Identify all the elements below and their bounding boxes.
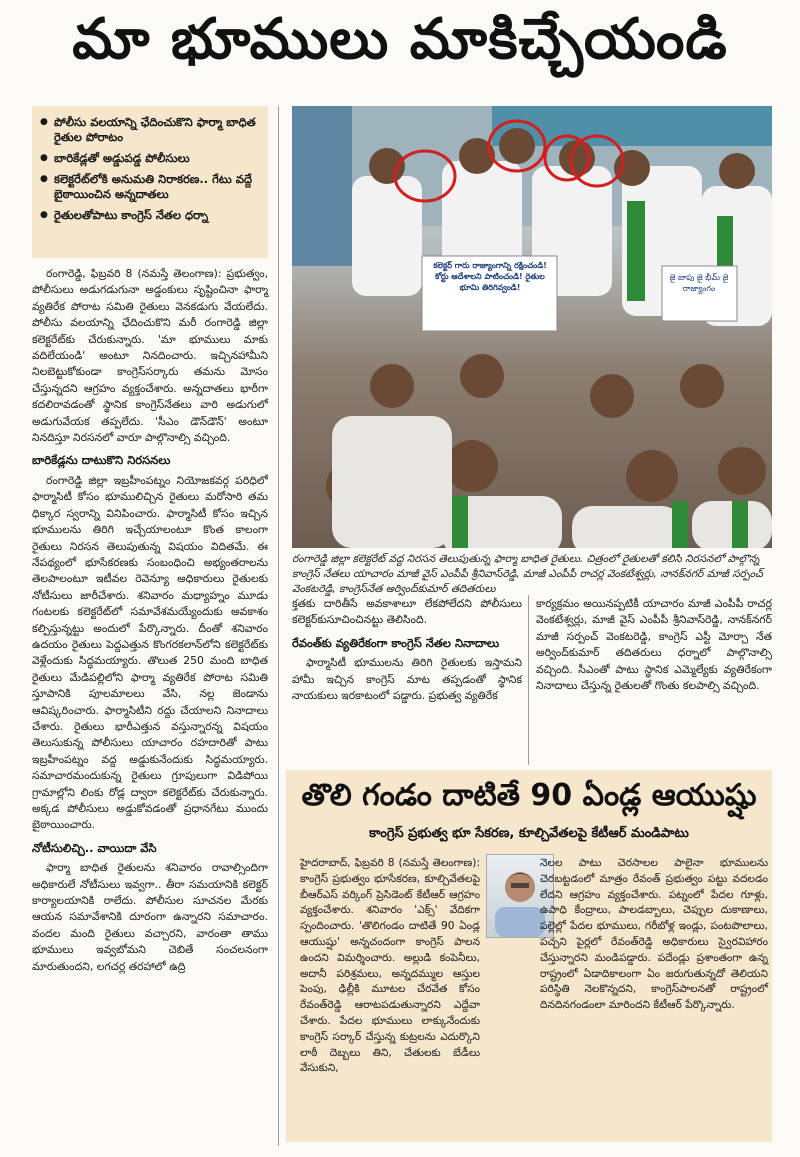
- section-heading: రేవంత్‌కు వ్యతిరేకంగా కాంగ్రెస్ నేతల నినాదాలు: [292, 635, 500, 650]
- bullet-item: ● పోలీసు వలయాన్ని ఛేదించుకొని ఫార్మా బాధిత రైతుల పోరాటం: [40, 112, 260, 148]
- photo-caption: రంగారెడ్డి జిల్లా కలెక్టరేట్ వద్ద నిరసన తెలుపుతున్న ఫార్మా బాధిత రైతులు. చిత్రంలో రైతులతో కలిసి నిరసనలో పాల్గొన్న కాంగ్రెస్ నేతలు యాచారం మాజీ వైస్ ఎంపీపీ శ్రీనివాస్‌రెడ్డి, మాజీ ఎంపీపీ రాచర్ల వెంకటేశ్వర్లు, నానక్‌నగర్ మాజీ సర్పంచ్ వెంకటరెడ్డి, కాంగ్రెస్‌నేత అర్వింద్‌కుమార్ తదితరులు: [292, 553, 763, 595]
- page-headline: మా భూములు మాకిచ్చేయండి: [72, 6, 728, 72]
- placard-text: జై బాపు జై భీమ్ జై రాజ్యాంగం: [669, 273, 729, 293]
- column-divider: [278, 106, 279, 1146]
- bullet-box: [32, 106, 268, 258]
- article-paragraph: నెలల పాటు చెరసాలల పాలైనా భూములను చెరబట్టడంలో మాత్రం రేవంత్ ప్రభుత్వం పట్టు వదలడం లేదని ఆగ్రహం వ్యక్తంచేశారు. పట్నంలో పేదల గూళ్లు, ఉపాధి కేంద్రాలు, పాలడబ్బాలు, చెప్పుల దుకాణాలు, పల్లెల్లో పేదల భూములు, గరీబోళ్ల ఇండ్లు, పంటపొలాలు, పచ్చని పైర్లలో రేవంత్‌రెడ్డి అధికారులు స్వైరవిహారం చేస్తున్నారని మండిపడ్డారు. పదేండ్లు ప్రశాంతంగా ఉన్న రాష్ట్రంలో ఏడాదికాలంగా ఏం జరుగుతున్నదో తెలియని పరిస్థితి నెలకొన్నదని, కాంగ్రెస్‌పాలనతో రాష్ట్రంలో దినదినగండంలా మారిందని కేటీఆర్ పేర్కొన్నారు.: [540, 857, 768, 1012]
- right-column: [536, 596, 772, 698]
- middle-column: [292, 596, 522, 708]
- left-column: [32, 266, 268, 979]
- box-right-column: [540, 856, 768, 1018]
- article-paragraph: ఫార్మాసిటీ భూములను తిరిగి రైతులకు ఇస్తామని హామీ ఇచ్చిన కాంగ్రెస్ మాట తప్పడంతో స్థానిక నాయకులు ఇరకాటంలో పడ్డారు. ప్రభుత్వ వ్యతిరేక: [292, 656, 522, 703]
- section-heading: నోటీసులిచ్చి.. వాయిదా వేసి: [32, 840, 157, 855]
- article-paragraph: క్తతకు దారితీసే అవకాశాలూ లేకపోలేదని పోలీసులు కలెక్టర్‌కుసూచించినట్టు తెలిసింది.: [292, 597, 522, 627]
- article-paragraph: హైదరాబాద్, ఫిబ్రవరి 8 (నమస్తే తెలంగాణ): కాంగ్రెస్ ప్రభుత్వం భూసేకరణ, కూల్చివేతలపై బీఆర్‌ఎస్ వర్కింగ్ ప్రెసిడెంట్ కేటీఆర్ ఆగ్రహం వ్యక్తంచేశారు. శనివారం 'ఎక్స్' వేదికగా స్పందించారు. 'తొలిగండం దాటితే 90 ఏండ్ల ఆయుష్షు' అన్నచందంగా కాంగ్రెస్ పాలన ఉందని విమర్శించారు. అల్లుడి కంపెనీలు, అదానీ పరిశ్రమలు, అన్నదమ్ముల ఆస్తుల పెంపు, ఢిల్లీకి మూటల చేరవేత కోసం రేవంత్‌రెడ్డి ఆరాటపడుతున్నారని ఎద్దేవా చేశారు. పేదల భూములు లాక్కునేందుకు కాంగ్రెస్ సర్కార్ చేస్తున్న కుట్రలను ఎదుర్కొని లాఠీ దెబ్బలు తిని, చేతులకు బేడీలు వేసుకుని,: [300, 857, 480, 1075]
- column-divider: [528, 595, 529, 765]
- protest-photo: [292, 106, 772, 548]
- article-paragraph: రంగారెడ్డి జిల్లా ఇబ్రహీంపట్నం నియోజకవర్గ పరిధిలో ఫార్మాసిటీ కోసం భూములిచ్చిన రైతులు మరోసారి తమ ధిక్కార స్వరాన్ని వినిపించారు. ఫార్మాసిటీ కోసం ఇచ్చిన భూములను తిరిగి ఇచ్చేయాలంటూ కొంత కాలంగా రైతులు నిరసన తెలుపుతున్న విషయం విదితమే. ఈ నేపథ్యంలో భూసేకరణకు సంబంధించి అభ్యంతరాలను తెలపాలంటూ ఇటీవల రెవెన్యూ అధికారులు రైతులకు నోటీసులు జారీచేశారు. శనివారం మధ్యాహ్నం మూడు గంటలకు కలెక్టరేట్‌లో సమావేశమయ్యేందుకు అవకాశం కల్పిస్తున్నట్టు అందులో పేర్కొన్నారు. దీంతో శనివారం ఉదయం రైతులు పెద్దఎత్తున కొంగరకలాన్‌లోని కలెక్టరేట్‌కు వెళ్లేందుకు సిద్ధమయ్యారు. తొలుత 250 మంది బాధిత రైతులు మేడిపల్లిలోని ఫార్మా వ్యతిరేక పోరాట సమితి స్తూపానికి పూలమాలలు వేసి, నల్ల జెండాను ఆవిష్కరించారు. ఫార్మాసిటీని రద్దు చేయాలని నినాదాలు చేశారు. రైతులు భారీఎత్తున వస్తున్నారన్న విషయం తెలుసుకున్న పోలీసులు యాచారం రహదారితో పాటు ఇబ్రహీంపట్నం వద్ద అడ్డుకునేందుకు సిద్ధమయ్యారు. సమాచారమందుకున్న రైతులు గ్రూపులుగా విడిపోయి గ్రామాల్లోని లింకు రోడ్ల ద్వారా కలెక్టరేట్‌కు చేరుకున్నారు. అక్కడ పోలీసులు అడ్డుకోవడంతో ప్రధానగేటు ముందు బైఠాయించారు.: [32, 473, 268, 832]
- article-paragraph: ఫార్మా బాధిత రైతులను శనివారం రావాల్సిందిగా అధికారులే నోటీసులు ఇవ్వగా.. తీరా సమయానికి కలెక్టర్ కార్యాలయానికి రాలేదు. పోలీసుల సూచనల మేరకు ఆయన సమావేశానికి దూరంగా ఉన్నారని సమాచారం. వందల మంది రైతులు వచ్చారని, వారంతా తాము భూములు ఇవ్వబోమని చెబితే సంచలనంగా మారుతుందని, లగచర్ల తరహాలో ఉద్రి: [32, 861, 268, 973]
- crowd-illustration: [292, 106, 772, 548]
- bullet-item: ● బారికేడ్లతో అడ్డుపడ్డ పోలీసులు: [40, 148, 260, 169]
- section-heading: బారికేడ్లను దాటుకొని నిరసనలు: [32, 453, 171, 468]
- box-subheadline: కాంగ్రెస్ ప్రభుత్వ భూ సేకరణ, కూల్చివేతలపై కేటీఆర్ మండిపాటు: [369, 826, 689, 841]
- article-paragraph: రంగారెడ్డి, ఫిబ్రవరి 8 (నమస్తే తెలంగాణ): ప్రభుత్వం, పోలీసులు అడుగడుగునా అడ్డంకులు సృష్టించినా ఫార్మా వ్యతిరేక పోరాట సమితి రైతులు వెనకడుగు వేయలేదు. పోలీసు వలయాన్ని ఛేదించుకొని మరీ రంగారెడ్డి జిల్లా కలెక్టరేట్‌కు చేరుకున్నారు. 'మా భూములు మాకు వదిలేయండి' అంటూ నినదించారు. ఇచ్చినహామీని నిలబెట్టుకోకుండా కాంగ్రెస్‌సర్కారు తమను మోసం చేస్తున్నదని ఆగ్రహం వ్యక్తంచేశారు. అన్నదాతలు భారీగా కదలిరావడంతో స్థానిక కాంగ్రెస్‌నేతలు వారి అడుగులో అడుగువేయక తప్పలేదు. 'సీఎం డౌన్‌డౌన్' అంటూ నినదిస్తూ నిరసనలో వారూ పాల్గొనాల్సి వచ్చింది.: [32, 267, 268, 445]
- bullet-item: ● రైతులతోపాటు కాంగ్రెస్ నేతల ధర్నా: [40, 205, 260, 226]
- box-headline: తొలి గండం దాటితే 90 ఏండ్ల ఆయుష్షు: [301, 778, 757, 813]
- bullet-item: ● కలెక్టరేట్‌లోకి అనుమతి నిరాకరణ.. గేటు వద్దే బైఠాయించిన అన్నదాతలు: [40, 169, 260, 205]
- article-paragraph: కార్యక్రమం అయినప్పటికీ యాచారం మాజీ ఎంపీపీ రాచర్ల వెంకటేశ్వర్లు, మాజీ వైస్ ఎంపీపీ శ్రీనివాస్‌రెడ్డి, నానక్‌నగర్ మాజీ సర్పంచ్ వెంకటరెడ్డి, కాంగ్రెస్ ఎస్టీ మోర్చా నేత అర్వింద్‌కుమార్ తదితరులు ధర్నాలో పాల్గొనాల్సి వచ్చింది. సీఎంతో పాటు స్థానిక ఎమ్మెల్యేకు వ్యతిరేకంగా నినాదాలు చేస్తున్న రైతులతో గొంతు కలపాల్సి వచ్చింది.: [536, 597, 772, 693]
- placard-text: కలెక్టర్ గారు రాజ్యాంగాన్ని రక్షించండి! కోర్టు ఆదేశాలని పాటించండి! రైతుల భూమి తిరిగివ్వండి!: [433, 261, 547, 292]
